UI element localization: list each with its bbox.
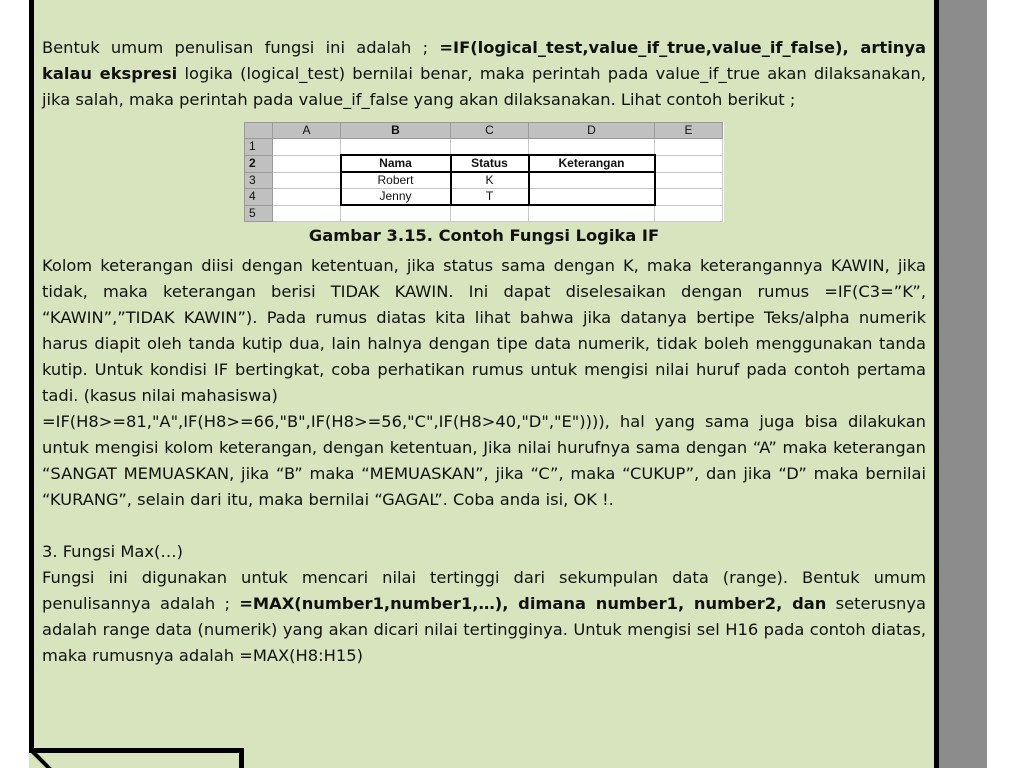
column-header-c: C [451,123,529,139]
cell-c3-status: K [451,172,529,189]
paragraph-keterangan: Kolom keterangan diisi dengan ketentuan, jika status sama dengan K, maka keterangannya KAWIN, jika tidak, maka keterangan berisi TIDAK KAWIN. Ini dapat diselesaikan dengan rumus =IF(C3=”K”, “KAWIN”,”TIDAK KAWIN”). Pada rumus diatas kita lihat bahwa jika datanya bertipe Teks/alpha numerik harus diapit oleh tanda kutip dua, lain halnya dengan tipe data numerik, tidak boleh menggunakan tanda kutip. Untuk kondisi IF bertingkat, coba perhatikan rumus untuk mengisi nilai huruf pada contoh pertama tadi. (kasus nilai mahasiswa) [42,256,926,405]
row-header-4: 4 [245,189,273,206]
cell-e3 [655,172,723,189]
para4-bold-formula: =MAX(number1,number1,…), dimana number1, number2, dan [239,594,827,613]
spreadsheet-row-3 [245,172,723,189]
spreadsheet-row-1 [245,139,723,156]
document-content [42,35,926,669]
cell-a5 [273,205,341,222]
cell-b1 [341,139,451,156]
spreadsheet-row-2 [245,155,723,172]
cell-d4-keterangan [529,189,655,206]
cell-c2-status-header: Status [451,155,529,172]
cell-c4-status: T [451,189,529,206]
row-header-2: 2 [245,155,273,172]
column-header-a: A [273,123,341,139]
cell-e5 [655,205,723,222]
cell-e4 [655,189,723,206]
column-header-b: B [341,123,451,139]
figure-caption: Gambar 3.15. Contoh Fungsi Logika IF [308,226,660,245]
row-header-1: 1 [245,139,273,156]
spreadsheet-column-header-row [245,123,723,139]
row-header-5: 5 [245,205,273,222]
cell-d5 [529,205,655,222]
paragraph-max-function [42,565,926,669]
para4-text-2: seterusnya adalah range data (numerik) yang akan dicari nilai tertingginya. Untuk mengisi sel H16 pada contoh diatas, maka rumusnya adalah =MAX(H8:H15) [42,594,926,665]
figure-spreadsheet [42,122,926,247]
spreadsheet-table [244,122,724,222]
cell-d2-keterangan-header: Keterangan [529,155,655,172]
corner-cell [245,123,273,139]
section-heading-max: 3. Fungsi Max(…) [42,542,183,561]
cell-a1 [273,139,341,156]
para4-text-1: Fungsi ini digunakan untuk mencari nilai tertinggi dari sekumpulan data (range). Bentuk umum penulisannya adalah ; [42,568,926,613]
cell-c1 [451,139,529,156]
page-fold-corner [29,748,59,768]
column-header-d: D [529,123,655,139]
spreadsheet-row-5 [245,205,723,222]
row-header-3: 3 [245,172,273,189]
spacer [42,513,926,539]
cell-b3-nama: Robert [341,172,451,189]
cell-d1 [529,139,655,156]
cell-a4 [273,189,341,206]
para1-text-1: Bentuk umum penulisan fungsi ini adalah ; [42,38,440,57]
cell-b4-nama: Jenny [341,189,451,206]
page-fold-tab [29,748,244,768]
cell-e1 [655,139,723,156]
page-shadow [935,0,987,768]
para1-text-2: logika (logical_test) bernilai benar, maka perintah pada value_if_true akan dilaksanakan, jika salah, maka perintah pada value_if_false yang akan dilaksanakan. Lihat contoh berikut ; [42,64,927,109]
cell-a2 [273,155,341,172]
paragraph-if-intro [42,35,926,113]
paragraph-nested-if: =IF(H8>=81,"A",IF(H8>=66,"B",IF(H8>=56,"C",IF(H8>40,"D","E")))), hal yang sama juga bisa dilakukan untuk mengisi kolom keterangan, dengan ketentuan, Jika nilai hurufnya sama dengan “A” maka keterangan “SANGAT MEMUASKAN, jika “B” maka “MEMUASKAN”, jika “C”, maka “CUKUP”, dan jika “D” maka bernilai “KURANG”, selain dari itu, maka bernilai “GAGAL”. Coba anda isi, OK !. [42,412,926,509]
cell-c5 [451,205,529,222]
cell-b2-nama-header: Nama [341,155,451,172]
cell-b5 [341,205,451,222]
cell-d3-keterangan [529,172,655,189]
para1-bold-formula: =IF(logical_test,value_if_true,value_if_false), artinya kalau ekspresi [42,38,926,83]
cell-e2 [655,155,723,172]
cell-a3 [273,172,341,189]
spreadsheet-row-4 [245,189,723,206]
column-header-e: E [655,123,723,139]
